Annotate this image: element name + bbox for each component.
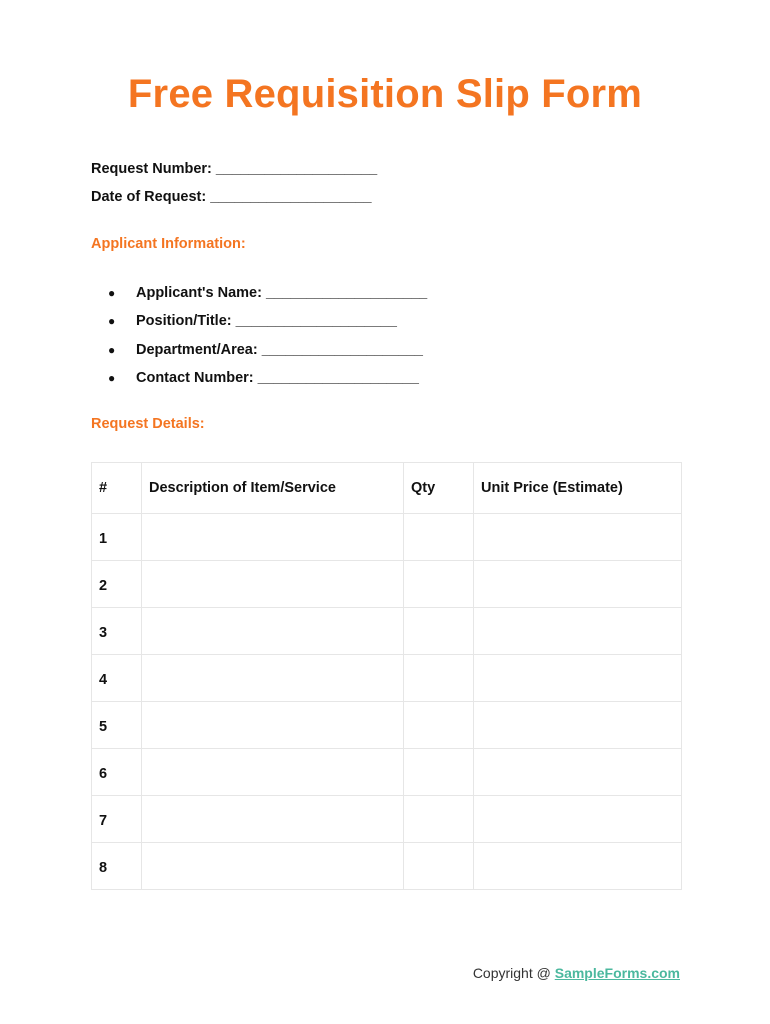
list-item [108,368,427,396]
page-title: Free Requisition Slip Form [127,72,643,116]
list-item [108,311,427,339]
description-cell[interactable] [142,843,404,890]
row-number: 7 [92,796,142,843]
copyright-footer [473,965,680,981]
unit-price-cell[interactable] [474,796,682,843]
column-header-unit-price: Unit Price (Estimate) [474,463,682,514]
row-number: 4 [92,655,142,702]
row-number: 6 [92,749,142,796]
description-cell[interactable] [142,608,404,655]
description-cell[interactable] [142,514,404,561]
description-cell[interactable] [142,749,404,796]
column-header-number: # [92,463,142,514]
unit-price-cell[interactable] [474,655,682,702]
applicant-name-field: Applicant's Name: ____________________ [136,285,428,301]
description-cell[interactable] [142,655,404,702]
list-item [108,283,427,311]
unit-price-cell[interactable] [474,561,682,608]
qty-cell[interactable] [404,843,474,890]
bullet-icon: ● [108,286,116,300]
table-row [92,749,682,796]
table-row [92,514,682,561]
unit-price-cell[interactable] [474,608,682,655]
table-row [92,655,682,702]
column-header-description: Description of Item/Service [142,463,404,514]
row-number: 3 [92,608,142,655]
unit-price-cell[interactable] [474,702,682,749]
request-details-table [91,462,682,890]
column-header-qty: Qty [404,463,474,514]
request-details-heading: Request Details: [91,416,205,432]
table-row [92,796,682,843]
qty-cell[interactable] [404,796,474,843]
list-item [108,340,427,368]
department-area-field: Department/Area: ____________________ [136,341,423,358]
qty-cell[interactable] [404,749,474,796]
copyright-text: Copyright @ [472,965,555,981]
description-cell[interactable] [142,561,404,608]
unit-price-cell[interactable] [474,749,682,796]
row-number: 5 [92,702,142,749]
description-cell[interactable] [142,796,404,843]
table-row [92,561,682,608]
unit-price-cell[interactable] [474,843,682,890]
bullet-icon: ● [108,370,116,385]
contact-number-field: Contact Number: ____________________ [136,369,419,386]
table-row [92,843,682,890]
description-cell[interactable] [142,702,404,749]
qty-cell[interactable] [404,561,474,608]
table-row [92,608,682,655]
bullet-icon: ● [108,342,116,357]
row-number: 1 [92,514,142,561]
table-header-row [92,463,682,514]
request-number-field: Request Number: ____________________ [91,161,378,177]
unit-price-cell[interactable] [474,514,682,561]
table-row [92,702,682,749]
sampleforms-link[interactable]: SampleForms.com [554,965,680,981]
row-number: 2 [92,561,142,608]
qty-cell[interactable] [404,702,474,749]
row-number: 8 [92,843,142,890]
bullet-icon: ● [108,314,116,329]
qty-cell[interactable] [404,514,474,561]
qty-cell[interactable] [404,608,474,655]
applicant-section-heading: Applicant Information: [91,236,246,252]
date-of-request-field: Date of Request: ____________________ [91,189,372,205]
position-title-field: Position/Title: ____________________ [136,313,397,330]
qty-cell[interactable] [404,655,474,702]
applicant-info-list [108,283,427,396]
